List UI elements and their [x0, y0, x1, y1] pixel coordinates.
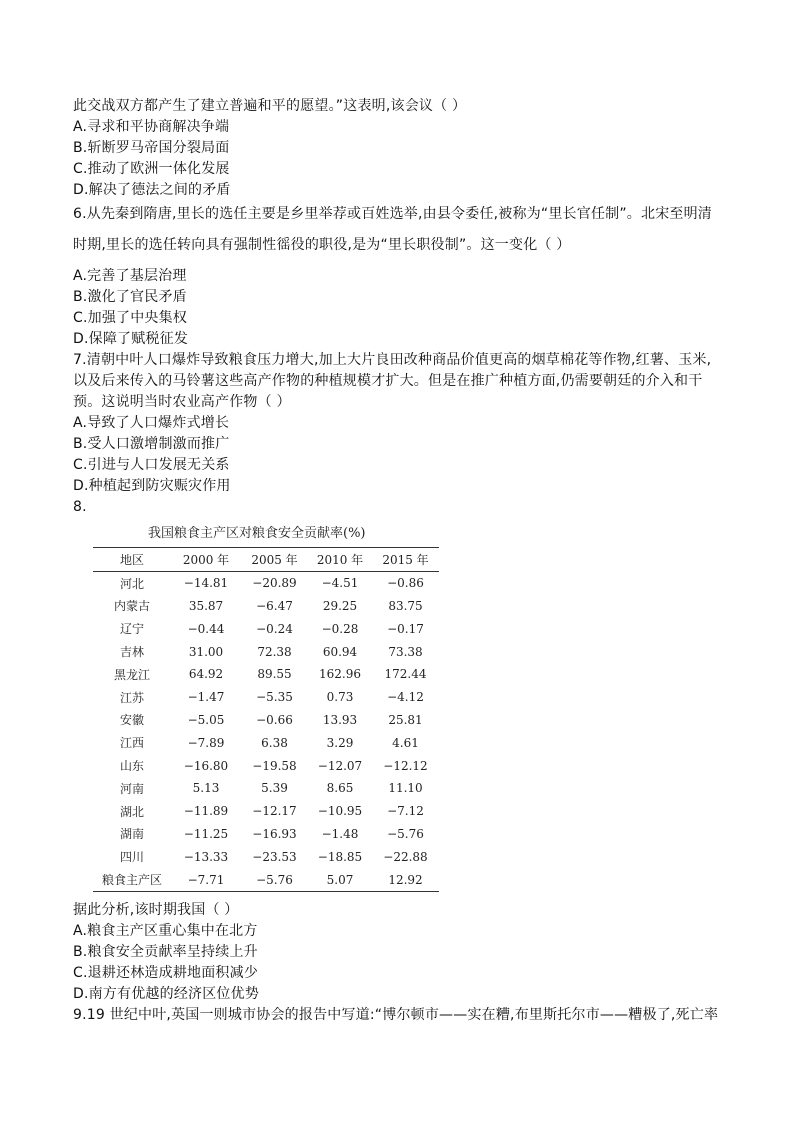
region-cell: 湖北: [119, 804, 144, 819]
value-cell: 4.61: [392, 735, 419, 750]
table-row: [93, 800, 439, 823]
table-row: [93, 571, 439, 594]
region-cell: 四川: [119, 850, 144, 865]
value-cell: 8.65: [326, 781, 354, 796]
region-cell: 湖南: [119, 827, 144, 842]
value-cell: −11.89: [183, 804, 229, 819]
table-caption: 我国粮食主产区对粮食安全贡献率(%): [148, 526, 366, 541]
value-cell: −1.48: [321, 826, 359, 841]
value-cell: −7.12: [387, 804, 424, 819]
value-cell: 89.55: [257, 667, 292, 682]
region-cell: 内蒙古: [113, 599, 150, 614]
region-cell: 粮食主产区: [101, 873, 162, 888]
value-cell: −20.89: [252, 576, 297, 591]
value-cell: 72.38: [257, 644, 292, 659]
q6-option-c: C.加强了中央集权: [73, 310, 188, 326]
region-cell: 江苏: [119, 690, 144, 705]
q8-option-d: D.南方有优越的经济区位优势: [73, 986, 260, 1002]
value-cell: −6.47: [256, 598, 293, 613]
value-cell: −1.47: [187, 690, 225, 705]
value-cell: −14.81: [183, 576, 229, 591]
q6-option-a: A.完善了基层治理: [73, 268, 187, 284]
table-row: [93, 823, 439, 846]
region-cell: 河南: [119, 781, 144, 796]
q7-option-b: B.受人口激增制激而推广: [73, 436, 230, 452]
value-cell: 3.29: [326, 735, 354, 750]
value-cell: 12.92: [388, 872, 423, 887]
header-2010: 2010 年: [316, 552, 364, 567]
value-cell: 5.39: [261, 781, 288, 796]
q7-option-c: C.引进与人口发展无关系: [73, 457, 230, 473]
value-cell: 162.96: [319, 667, 361, 682]
q6-stem-line1: 6.从先秦到隋唐,里长的选任主要是乡里举荐或百姓选举,由县令委任,被称为“里长官任制”。北宋至明清: [73, 206, 713, 222]
value-cell: −19.58: [252, 758, 297, 773]
q8-option-c: C.退耕还林造成耕地面积减少: [73, 965, 259, 981]
value-cell: −0.24: [256, 621, 293, 636]
value-cell: 73.38: [388, 644, 423, 659]
region-cell: 安徽: [119, 713, 144, 728]
value-cell: −12.17: [252, 804, 297, 819]
table-body: [93, 571, 439, 891]
value-cell: −4.12: [387, 690, 424, 705]
header-2005: 2005 年: [251, 552, 298, 567]
table-row: [93, 709, 439, 732]
q5-option-c: C.推动了欧洲一体化发展: [73, 161, 230, 177]
q8-stem: 据此分析,该时期我国（ ）: [73, 902, 239, 918]
value-cell: −22.88: [383, 849, 428, 864]
table-header-row: [93, 548, 439, 572]
value-cell: −0.17: [387, 621, 424, 636]
value-cell: −10.95: [317, 804, 363, 819]
value-cell: −0.44: [187, 621, 225, 636]
value-cell: 25.81: [388, 712, 423, 727]
value-cell: −12.12: [383, 758, 428, 773]
header-region: 地区: [119, 552, 144, 567]
value-cell: −12.07: [317, 758, 363, 773]
table-row: [93, 686, 439, 709]
q7-stem-line1: 7.清朝中叶人口爆炸导致粮食压力增大,加上大片良田改种商品价值更高的烟草棉花等作物,红薯、玉米,: [73, 352, 712, 368]
region-cell: 江西: [119, 736, 144, 751]
table-row: [93, 595, 439, 618]
value-cell: −4.51: [321, 576, 359, 591]
q9-stem-line1: 9.19 世纪中叶,英国一则城市协会的报告中写道:“博尔顿市——实在糟,布里斯托尔市——糟极了,死亡率: [73, 1007, 719, 1023]
q8-option-a: A.粮食主产区重心集中在北方: [73, 923, 258, 939]
value-cell: 5.13: [192, 781, 220, 796]
table-row: [93, 663, 439, 686]
value-cell: −11.25: [183, 826, 229, 841]
value-cell: −0.28: [321, 621, 359, 636]
value-cell: 60.94: [322, 644, 358, 659]
value-cell: 64.92: [188, 667, 224, 682]
value-cell: −16.80: [183, 758, 229, 773]
value-cell: 31.00: [188, 644, 224, 659]
q6-option-d: D.保障了赋税征发: [73, 331, 189, 347]
value-cell: 6.38: [261, 735, 288, 750]
grain-contribution-table: [93, 547, 439, 892]
q5-stem-tail: 此交战双方都产生了建立普遍和平的愿望。”这表明,该会议（ ）: [73, 98, 467, 114]
value-cell: −16.93: [252, 826, 297, 841]
table-row: [93, 777, 439, 800]
q8-number: 8.: [73, 499, 87, 515]
value-cell: −7.89: [187, 735, 225, 750]
q7-stem-line2: 以及后来传入的马铃薯这些高产作物的种植规模才扩大。但是在推广种植方面,仍需要朝廷的介入和干: [73, 373, 703, 389]
value-cell: −5.76: [387, 826, 424, 841]
q5-option-b: B.斩断罗马帝国分裂局面: [73, 140, 230, 156]
header-2000: 2000 年: [182, 552, 230, 567]
region-cell: 吉林: [119, 645, 144, 660]
value-cell: −7.71: [187, 872, 225, 887]
q8-option-b: B.粮食安全贡献率呈持续上升: [73, 944, 258, 960]
table-row: [93, 731, 439, 754]
q7-option-a: A.导致了人口爆炸式增长: [73, 415, 230, 431]
value-cell: −0.66: [256, 712, 293, 727]
q5-option-a: A.寻求和平协商解决争端: [73, 119, 230, 135]
value-cell: 11.10: [388, 781, 423, 796]
q5-option-d: D.解决了德法之间的矛盾: [73, 182, 231, 198]
region-cell: 河北: [119, 576, 144, 591]
table-row: [93, 754, 439, 777]
value-cell: 172.44: [384, 667, 427, 682]
q7-option-d: D.种植起到防灾赈灾作用: [73, 478, 231, 494]
table-row: [93, 868, 439, 891]
value-cell: 83.75: [388, 598, 423, 613]
region-cell: 山东: [119, 759, 144, 774]
value-cell: −5.76: [256, 872, 293, 887]
q7-stem-line3: 预。这说明当时农业高产作物（ ）: [73, 394, 291, 410]
value-cell: −23.53: [252, 849, 297, 864]
table-row: [93, 617, 439, 640]
table-row: [93, 845, 439, 868]
value-cell: 13.93: [322, 712, 358, 727]
value-cell: −18.85: [317, 849, 363, 864]
region-cell: 黑龙江: [113, 667, 150, 682]
value-cell: 5.07: [326, 872, 354, 887]
q6-option-b: B.激化了官民矛盾: [73, 289, 187, 305]
table-row: [93, 640, 439, 663]
value-cell: −5.35: [256, 690, 293, 705]
value-cell: 0.73: [326, 690, 354, 705]
value-cell: 29.25: [322, 598, 358, 613]
value-cell: −13.33: [183, 849, 229, 864]
value-cell: −0.86: [387, 576, 424, 591]
header-2015: 2015 年: [382, 552, 429, 567]
q6-stem-line2: 时期,里长的选任转向具有强制性徭役的职役,是为“里长职役制”。这一变化（ ）: [73, 237, 571, 253]
value-cell: −5.05: [187, 712, 225, 727]
value-cell: 35.87: [188, 598, 224, 613]
region-cell: 辽宁: [119, 622, 144, 637]
